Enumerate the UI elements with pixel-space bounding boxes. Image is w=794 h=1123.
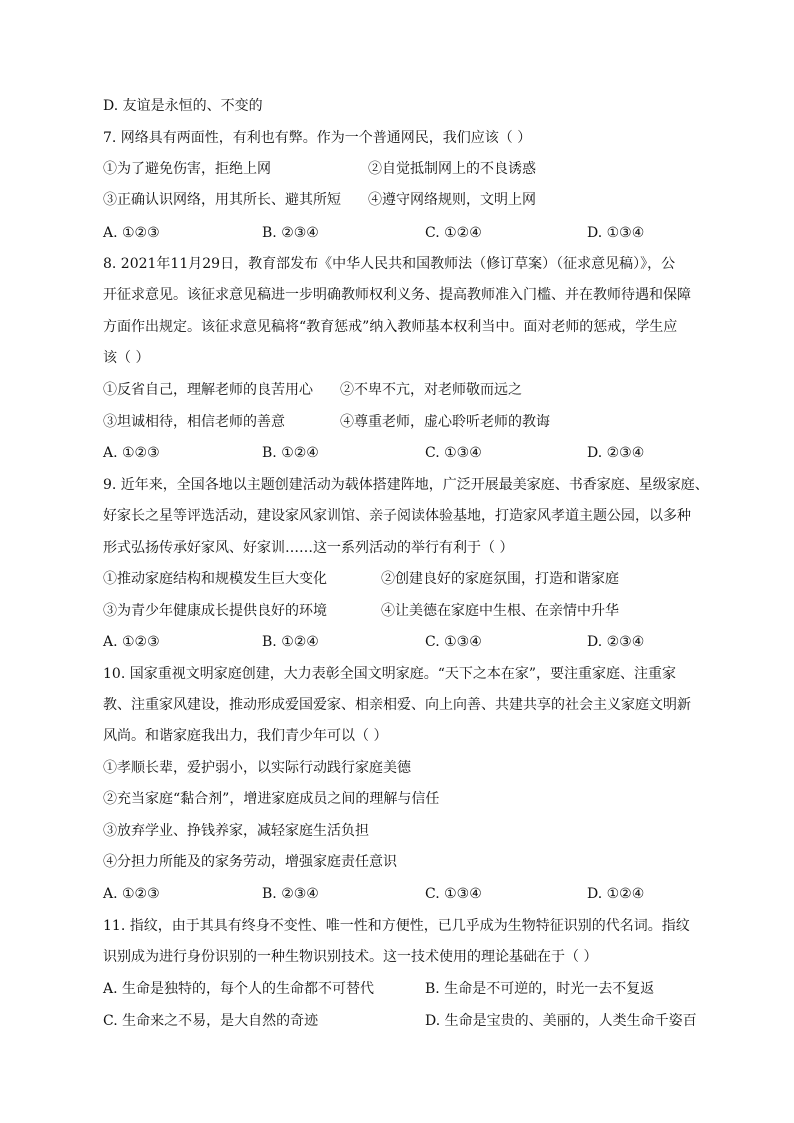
q7-statement-1: ①为了避免伤害，拒绝上网 bbox=[103, 161, 271, 177]
q11-choice-a: A. 生命是独特的，每个人的生命都不可替代 bbox=[103, 981, 375, 997]
q8-choice-c: C. ①③④ bbox=[425, 445, 482, 461]
q9-choice-b: B. ①②④ bbox=[262, 634, 319, 650]
q11-choice-c: C. 生命来之不易，是大自然的奇迹 bbox=[103, 1013, 319, 1029]
q8-statement-1: ①反省自己，理解老师的良苦用心 bbox=[103, 382, 313, 398]
q8-stem-line-1: 8. 2021年11月29日，教育部发布《中华人民共和国教师法（修订草案）（征求意见稿）》，公 bbox=[103, 256, 676, 272]
q9-stem-line-1: 9. 近年来，全国各地以主题创建活动为载体搭建阵地，广泛开展最美家庭、书香家庭、星级家庭、 bbox=[103, 477, 709, 493]
q8-stem-line-4: 该（ ） bbox=[103, 350, 150, 366]
q10-stem-line-1: 10. 国家重视文明家庭创建，大力表彰全国文明家庭。“天下之本在家”，要注重家庭、注重家 bbox=[103, 666, 677, 682]
q10-choice-d: D. ①②④ bbox=[587, 886, 645, 902]
q7-choice-c: C. ①②④ bbox=[425, 225, 482, 241]
q7-choice-a: A. ①②③ bbox=[103, 225, 160, 241]
q9-choice-c: C. ①③④ bbox=[425, 634, 482, 650]
q8-choice-d: D. ②③④ bbox=[587, 445, 645, 461]
q8-choice-b: B. ①②④ bbox=[262, 445, 319, 461]
q11-stem-line-2: 识别成为进行身份识别的一种生物识别技术。这一技术使用的理论基础在于（ ） bbox=[103, 949, 598, 965]
q7-stem: 7. 网络具有两面性，有利也有弊。作为一个普通网民，我们应该（ ） bbox=[103, 130, 532, 146]
q6-option-d: D. 友谊是永恒的、不变的 bbox=[103, 98, 263, 114]
q8-stem-line-3: 方面作出规定。该征求意见稿将“教育惩戒”纳入教师基本权利当中。面对老师的惩戒，学生应 bbox=[103, 319, 678, 335]
q10-stem-line-3: 风尚。和谐家庭我出力，我们青少年可以（ ） bbox=[103, 728, 388, 744]
q9-statement-3: ③为青少年健康成长提供良好的环境 bbox=[103, 603, 327, 619]
q9-stem-line-3: 形式弘扬传承好家风、好家训……这一系列活动的举行有利于（ ） bbox=[103, 540, 514, 556]
q10-stem-line-2: 教、注重家风建设，推动形成爱国爱家、相亲相爱、向上向善、共建共享的社会主义家庭文明新 bbox=[103, 697, 691, 713]
q7-statement-2: ②自觉抵制网上的不良诱惑 bbox=[368, 161, 536, 177]
q10-choice-b: B. ②③④ bbox=[262, 886, 319, 902]
q10-statement-3: ③放弃学业、挣钱养家，减轻家庭生活负担 bbox=[103, 823, 369, 839]
q9-choice-d: D. ②③④ bbox=[587, 634, 645, 650]
q9-stem-line-2: 好家长之星等评选活动，建设家风家训馆、亲子阅读体验基地，打造家风孝道主题公园，以多种 bbox=[103, 508, 691, 524]
q8-statement-2: ②不卑不亢，对老师敬而远之 bbox=[340, 382, 522, 398]
q9-statement-1: ①推动家庭结构和规模发生巨大变化 bbox=[103, 571, 327, 587]
q7-choice-b: B. ②③④ bbox=[262, 225, 319, 241]
q7-statement-3: ③正确认识网络，用其所长、避其所短 bbox=[103, 192, 341, 208]
q11-choice-b: B. 生命是不可逆的，时光一去不复返 bbox=[425, 981, 655, 997]
q8-statement-3: ③坦诚相待，相信老师的善意 bbox=[103, 414, 285, 430]
q10-choice-c: C. ①③④ bbox=[425, 886, 482, 902]
q9-statement-4: ④让美德在家庭中生根、在亲情中升华 bbox=[381, 603, 619, 619]
q8-choice-a: A. ①②③ bbox=[103, 445, 160, 461]
q9-choice-a: A. ①②③ bbox=[103, 634, 160, 650]
q10-statement-1: ①孝顺长辈，爱护弱小，以实际行动践行家庭美德 bbox=[103, 760, 411, 776]
q11-stem-line-1: 11. 指纹，由于其具有终身不变性、唯一性和方便性，已几乎成为生物特征识别的代名词。指纹 bbox=[103, 918, 690, 934]
q9-statement-2: ②创建良好的家庭氛围，打造和谐家庭 bbox=[381, 571, 619, 587]
q8-statement-4: ④尊重老师，虚心聆听老师的教诲 bbox=[340, 414, 550, 430]
q10-statement-2: ②充当家庭“黏合剂”，增进家庭成员之间的理解与信任 bbox=[103, 791, 440, 807]
q7-statement-4: ④遵守网络规则，文明上网 bbox=[368, 192, 536, 208]
q11-choice-d: D. 生命是宝贵的、美丽的，人类生命千姿百 bbox=[425, 1013, 697, 1029]
q8-stem-line-2: 开征求意见。该征求意见稿进一步明确教师权利义务、提高教师准入门槛、并在教师待遇和保障 bbox=[103, 287, 691, 303]
q10-statement-4: ④分担力所能及的家务劳动，增强家庭责任意识 bbox=[103, 854, 397, 870]
q10-choice-a: A. ①②③ bbox=[103, 886, 160, 902]
q7-choice-d: D. ①③④ bbox=[587, 225, 645, 241]
